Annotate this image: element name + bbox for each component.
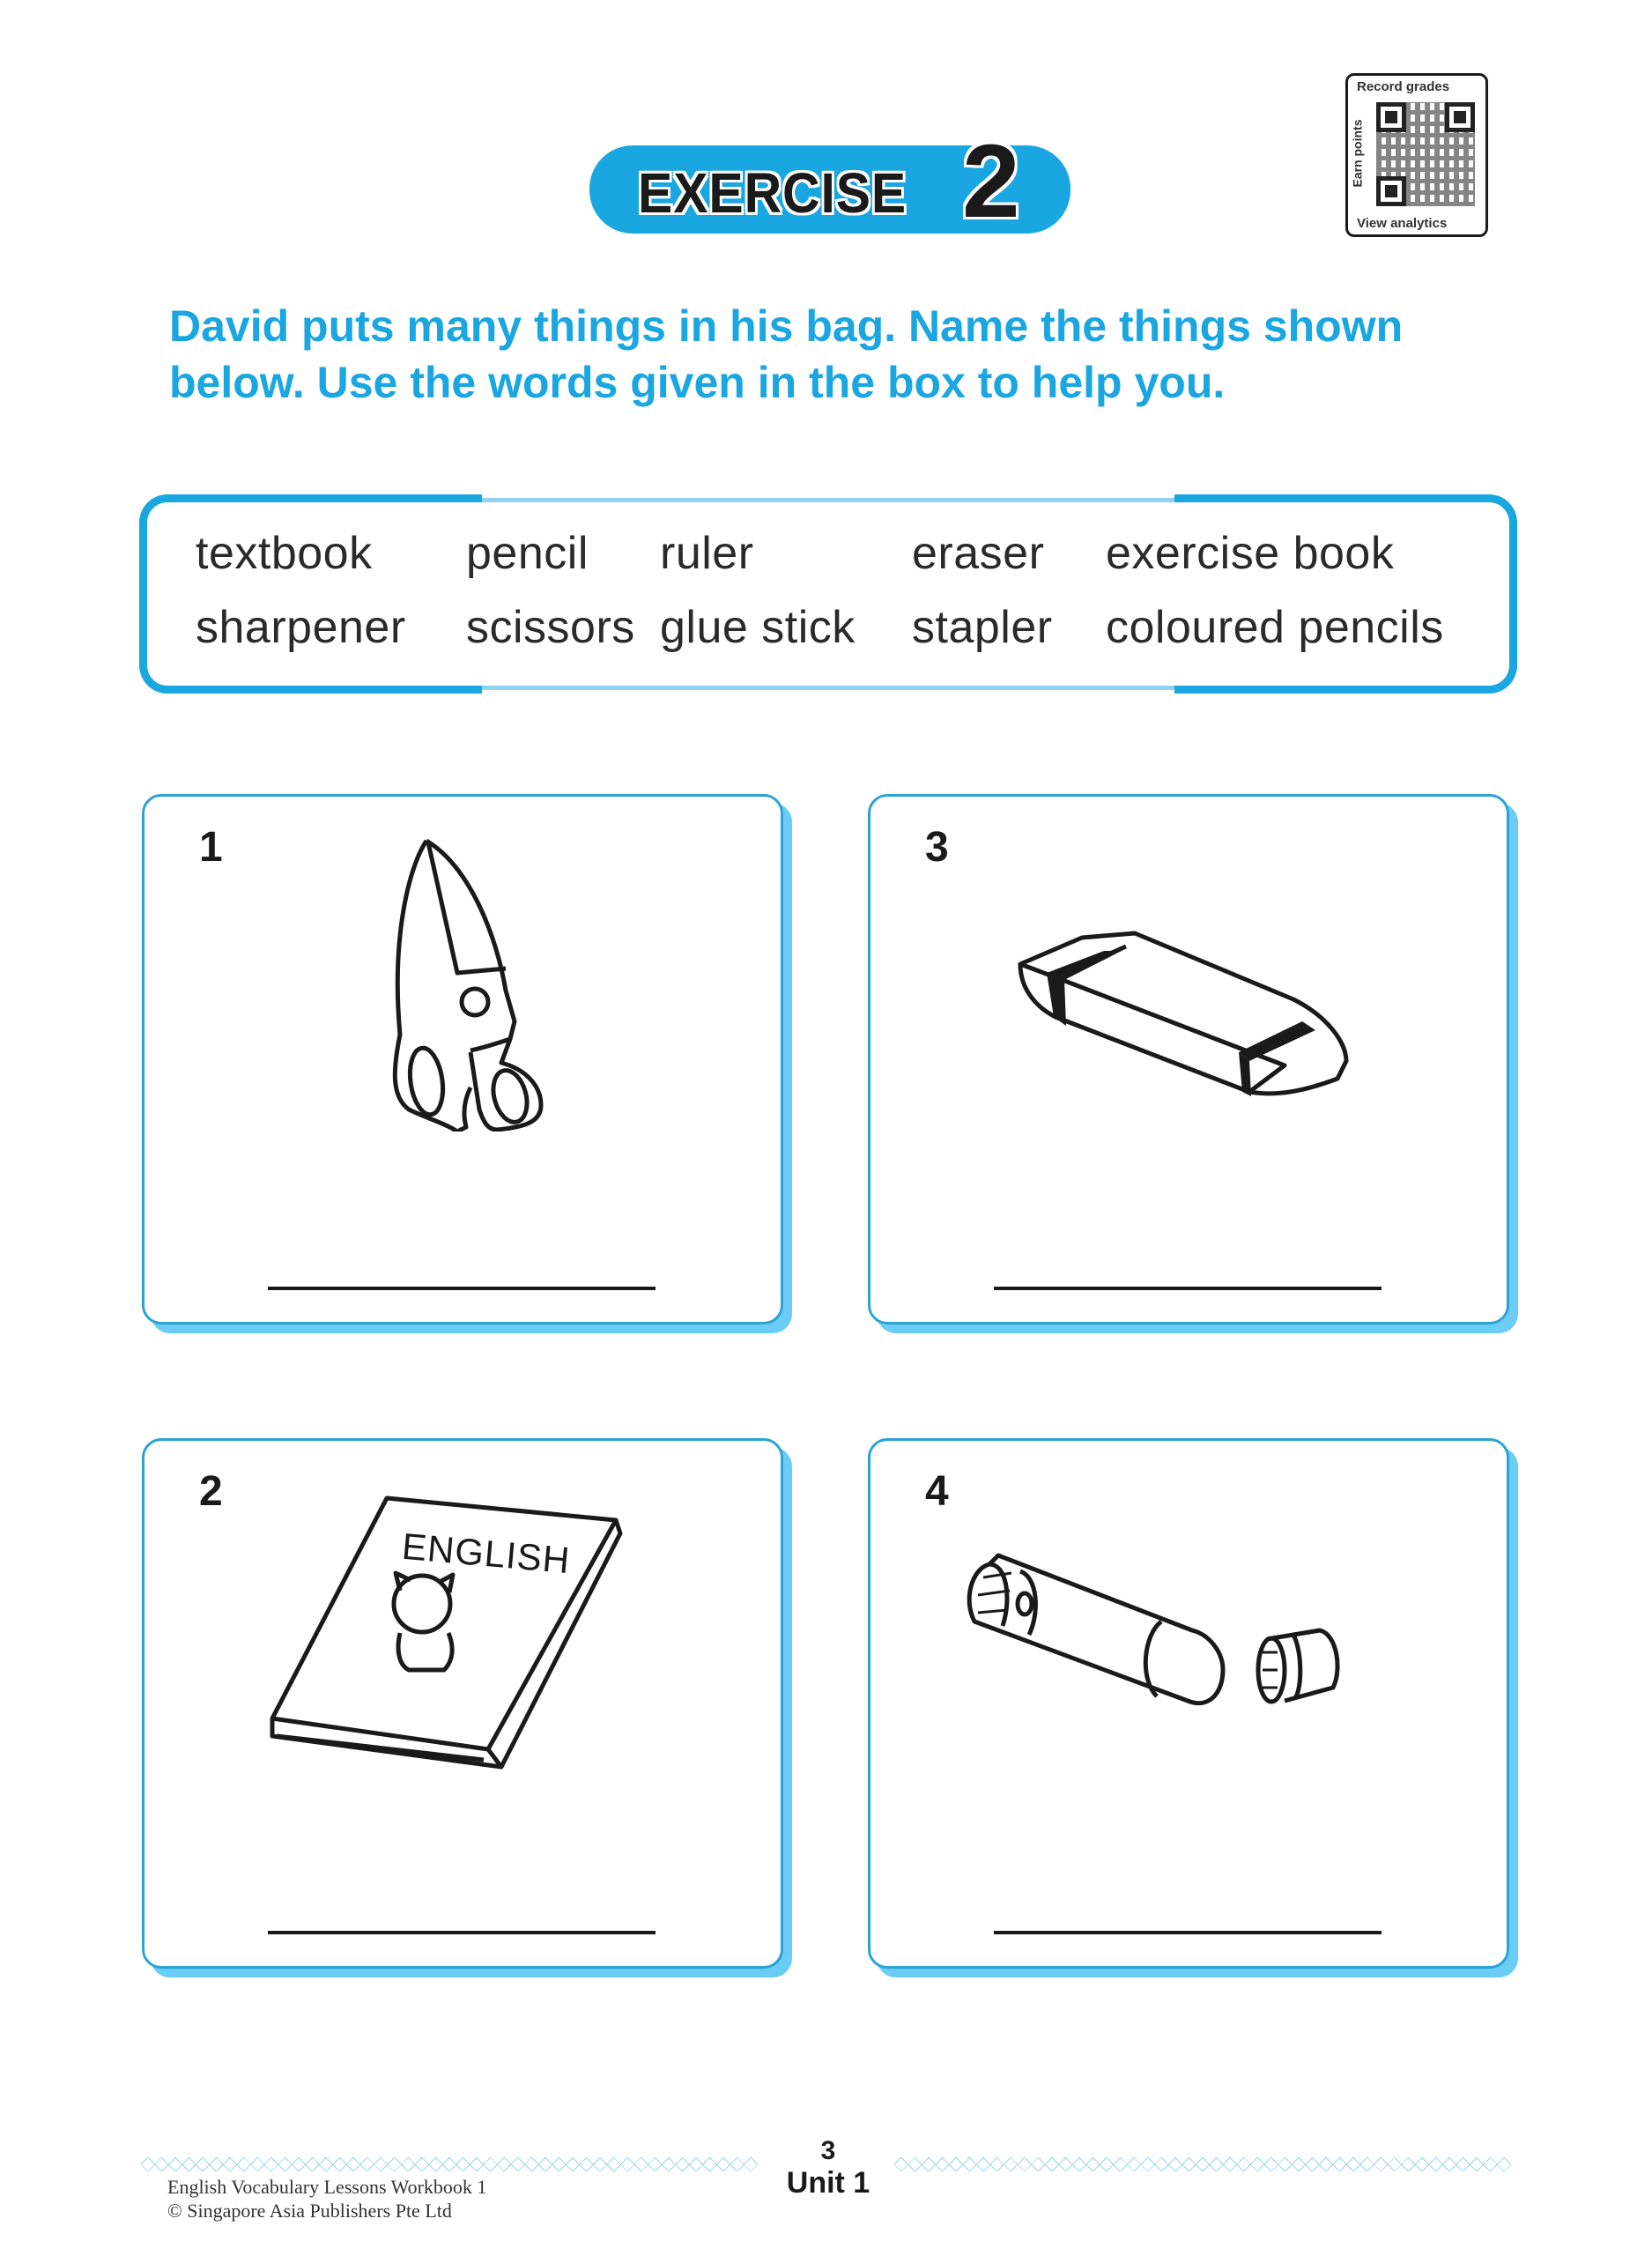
instructions: David puts many things in his bag. Name the things shown below. Use the words given in the box to help you. [169,301,1404,407]
scissors-icon [374,832,567,1132]
word-textbook: textbook [196,528,373,579]
word-stapler: stapler [912,602,1053,653]
question-number: 1 [199,824,223,871]
textbook-cover-title: ENGLISH [400,1525,573,1582]
answer-line[interactable] [994,1287,1382,1290]
qr-finder-icon [1376,176,1406,206]
unit-label: Unit 1 [786,2166,870,2200]
footer-credits [167,2175,486,2223]
answer-line[interactable] [268,1287,656,1290]
exercise-banner [592,123,1068,240]
footer-divider-left [141,2157,758,2171]
question-card-4 [868,1438,1509,1969]
eraser-icon [1011,929,1364,1105]
qr-finder-icon [1445,102,1475,132]
qr-bottom-text: View analytics [1357,216,1448,231]
question-card-3 [868,794,1509,1325]
question-number: 2 [199,1468,223,1515]
question-number: 3 [925,824,949,871]
word-glue-stick: glue stick [660,602,856,653]
word-scissors: scissors [466,602,635,653]
book-title: English Vocabulary Lessons Workbook 1 [167,2176,487,2198]
qr-side-text: Earn points [1350,119,1365,188]
word-coloured-pencils: coloured pencils [1106,602,1444,653]
footer-divider-right [894,2157,1511,2171]
page-number: 3 [820,2136,836,2165]
word-eraser: eraser [912,528,1045,579]
word-sharpener: sharpener [196,602,406,653]
question-card-1 [142,794,783,1325]
exercise-number: 2 [962,123,1020,240]
answer-line[interactable] [994,1931,1382,1934]
word-pencil: pencil [466,528,589,579]
word-ruler: ruler [660,528,754,579]
question-card-2 [142,1438,783,1969]
qr-finder-icon [1376,102,1406,132]
exercise-label: EXERCISE [638,161,907,225]
question-number: 4 [925,1468,949,1515]
glue-stick-icon [959,1547,1364,1740]
qr-code-box[interactable] [1345,73,1488,237]
qr-top-text: Record grades [1357,79,1450,94]
word-exercise-book: exercise book [1106,528,1395,579]
answer-line[interactable] [268,1931,656,1934]
copyright: © Singapore Asia Publishers Pte Ltd [167,2200,452,2222]
word-box [143,498,1514,690]
